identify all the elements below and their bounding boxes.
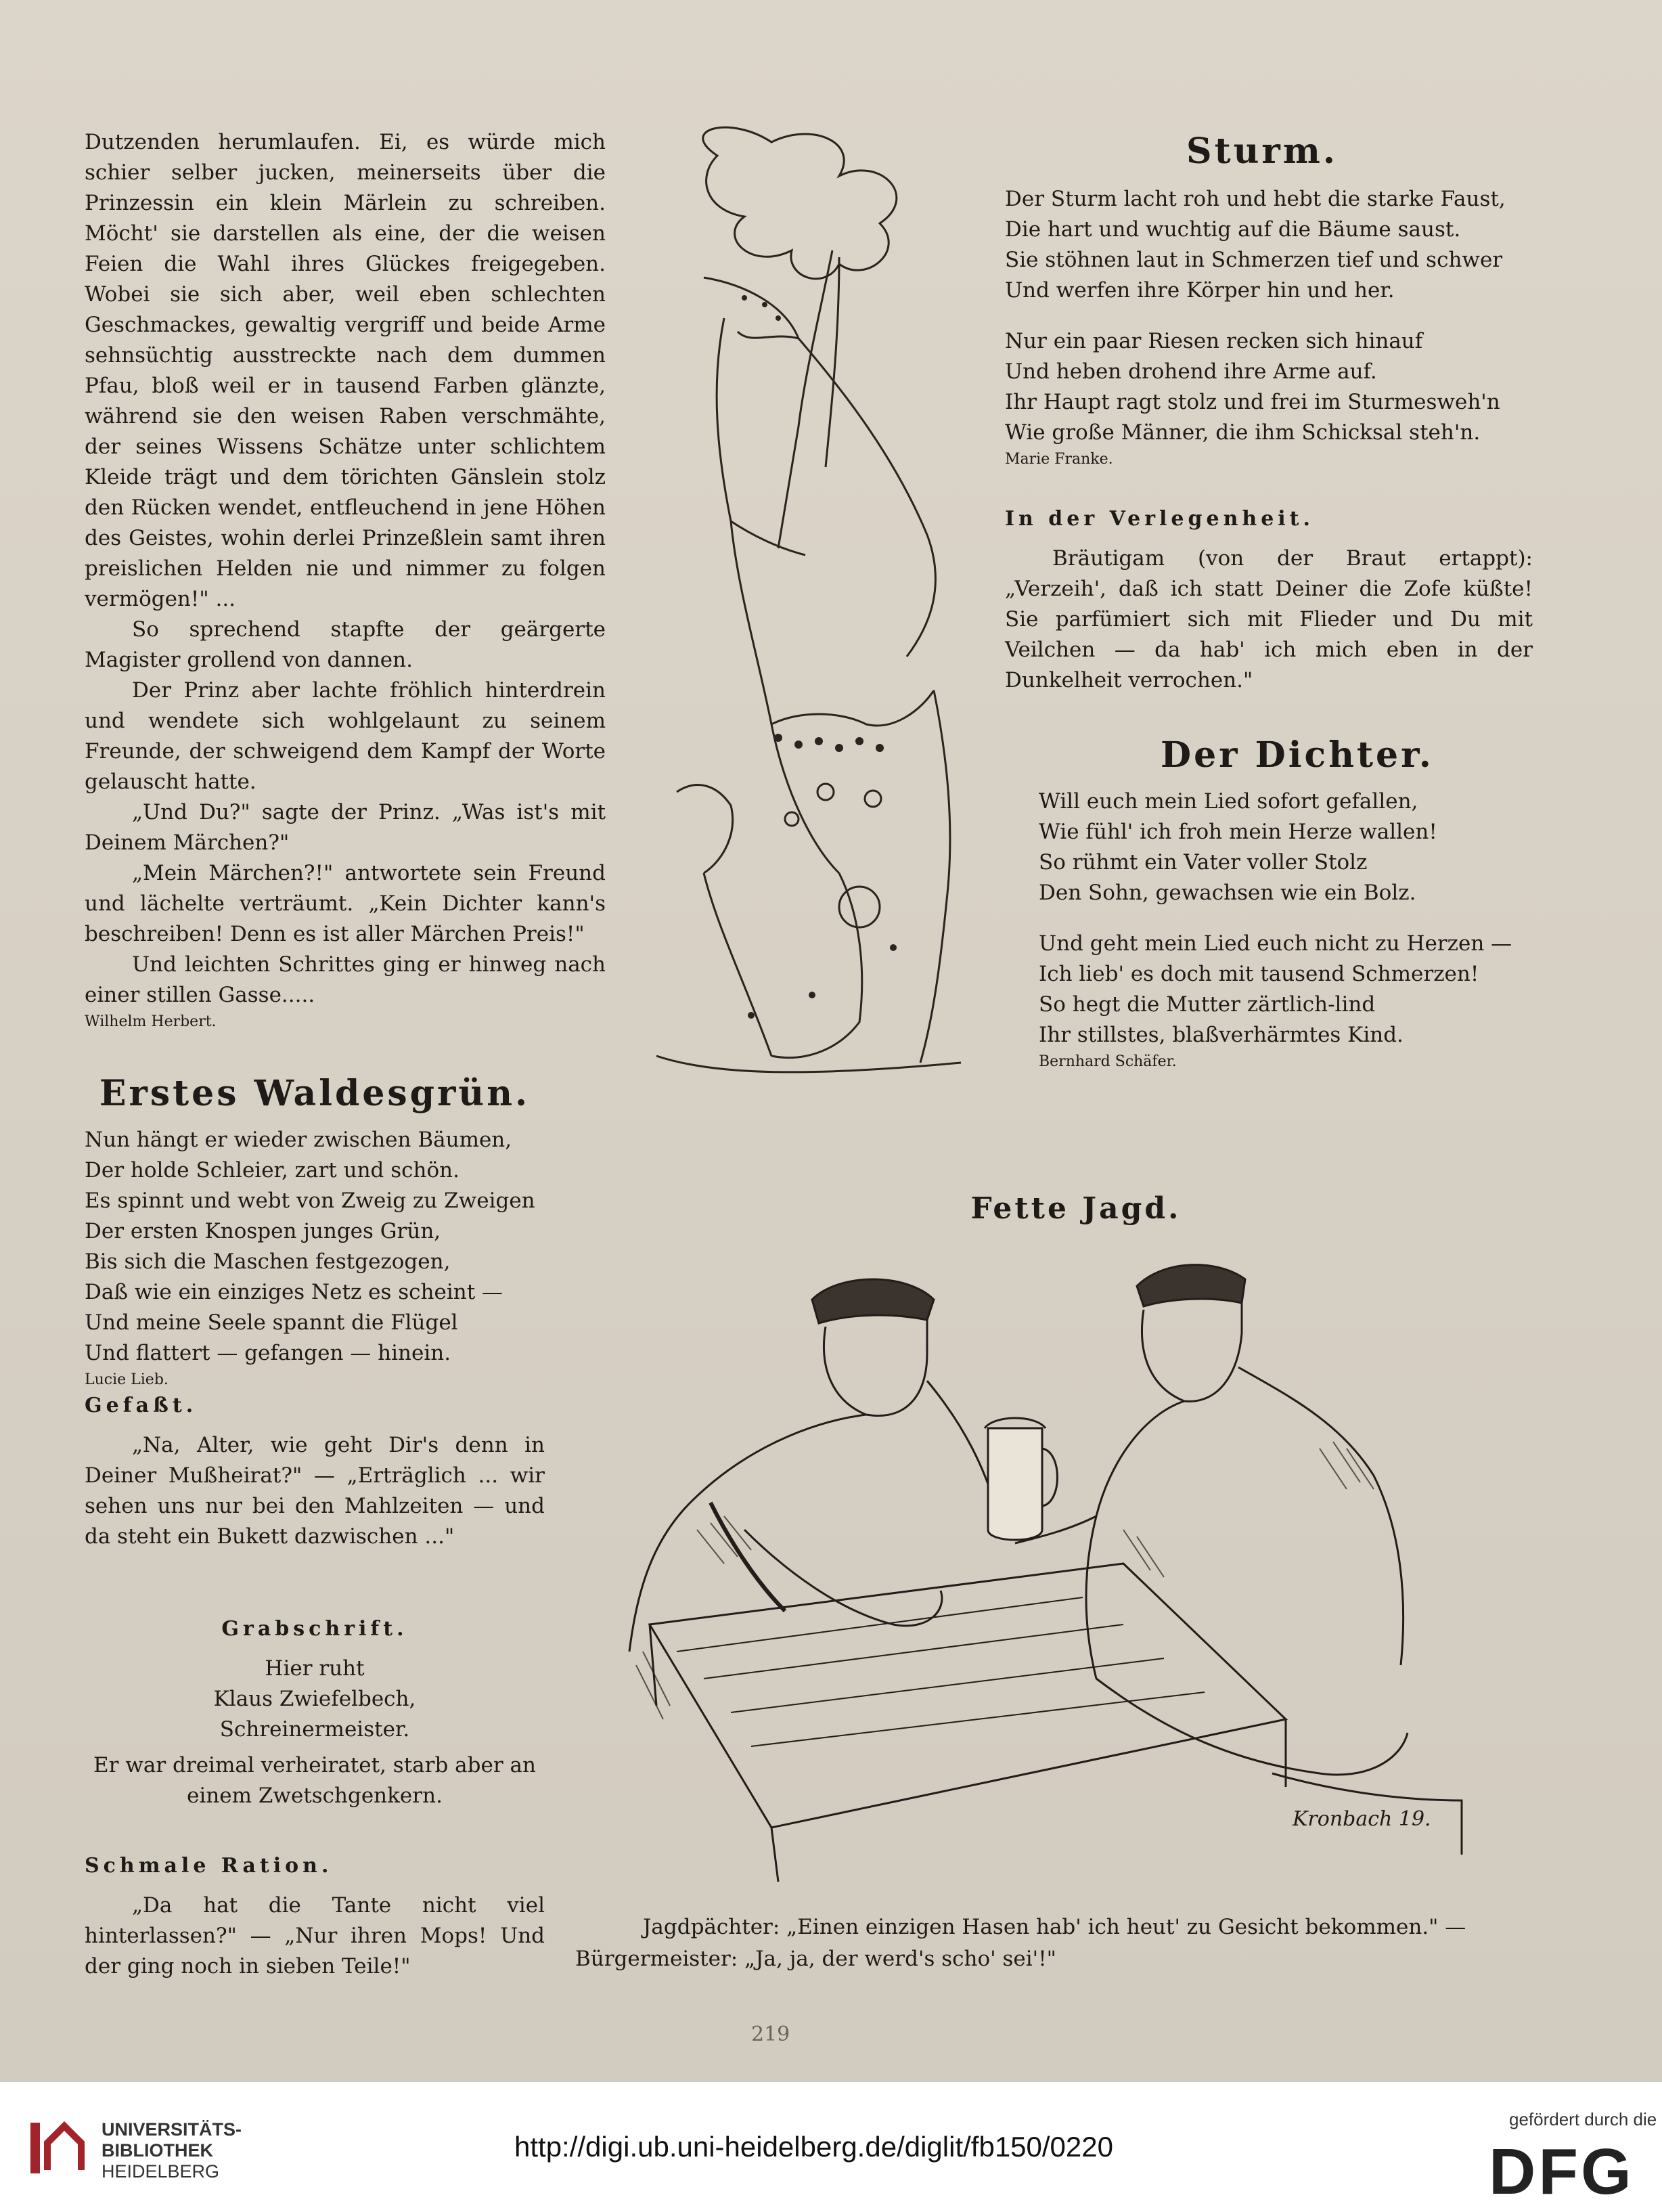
artist-signature: Kronbach 19. bbox=[1293, 1807, 1431, 1831]
poem-line: Den Sohn, gewachsen wie ein Bolz. bbox=[1039, 881, 1416, 905]
anecdote-text: „Na, Alter, wie geht Dir's denn in Deiner Mußheirat?" — „Erträglich ... wir sehen uns nur bei den Mahlzeiten — und da steht ein Bukett dazwischen ..." bbox=[85, 1433, 545, 1549]
prose-paragraph: So sprechend stapfte der geärgerte Magister grollend von dannen. bbox=[85, 617, 606, 672]
poem-line: Ich lieb' es doch mit tausend Schmerzen! bbox=[1039, 962, 1479, 986]
institution-name bbox=[102, 2119, 242, 2182]
poem-line: Und geht mein Lied euch nicht zu Herzen — bbox=[1039, 931, 1512, 956]
anecdote-grabschrift bbox=[85, 1614, 545, 1811]
poem-line: So rühmt ein Vater voller Stolz bbox=[1039, 850, 1368, 875]
page-number: 219 bbox=[751, 2022, 790, 2046]
poem-line: Der holde Schleier, zart und schön. bbox=[85, 1158, 459, 1182]
cartoon-caption-line: Bürgermeister: „Ja, ja, der werd's scho' sei'!" bbox=[575, 1947, 1056, 1971]
epitaph-line: Schreinermeister. bbox=[219, 1717, 410, 1742]
poem-waldesgruen bbox=[85, 1069, 545, 1392]
poem-line: Will euch mein Lied sofort gefallen, bbox=[1039, 789, 1418, 814]
prose-paragraph: Dutzenden herumlaufen. Ei, es würde mich schier selber jucken, meinerseits über die Prinzessin ein klein Märlein zu schreiben. Möcht' sie darstellen als eine, der die weisen Feien die Wahl ihres Glückes freigegeben. Wobei sie sich aber, weil eben schlechten Geschmackes, gewaltig vergriff und beide Arme sehnsüchtig ausstreckte nach dem dummen Pfau, bloß weil er in tausend Farben glänzte, während sie den weisen Raben verschmähte, der seines Wissens Schätze unter schlichtem Kleide trägt und dem törichten Gänslein stolz den Rücken wendet, entfleuchend in jene Höhen des Geistes, wohin derlei Prinzeßlein samt ihren preislichen Helden nie und nimmer zu folgen vermögen!" ... bbox=[85, 130, 606, 611]
poem-title: Sturm. bbox=[1186, 131, 1338, 172]
poem-line: Ihr stillstes, blaßverhärmtes Kind. bbox=[1039, 1023, 1403, 1047]
university-logo-icon bbox=[27, 2116, 91, 2180]
author-signature: Wilhelm Herbert. bbox=[85, 1013, 217, 1030]
anecdote-title: Grabschrift. bbox=[221, 1617, 408, 1641]
poem-line: Und heben drohend ihre Arme auf. bbox=[1005, 359, 1377, 384]
poem-line: Und flattert — gefangen — hinein. bbox=[85, 1341, 451, 1365]
cartoon-caption-line: Jagdpächter: „Einen einzigen Hasen hab' ich heut' zu Gesicht bekommen." — bbox=[643, 1915, 1466, 1939]
institution-line: BIBLIOTHEK bbox=[102, 2140, 213, 2161]
poem-title: Der Dichter. bbox=[1161, 734, 1434, 776]
poem-line: Nur ein paar Riesen recken sich hinauf bbox=[1005, 329, 1423, 353]
poem-line: Und werfen ihre Körper hin und her. bbox=[1005, 278, 1395, 303]
poem-line: Der Sturm lacht roh und hebt die starke Faust, bbox=[1005, 187, 1506, 211]
epitaph-line: Hier ruht bbox=[265, 1656, 365, 1681]
left-prose-column bbox=[85, 127, 606, 1034]
poem-line: Ihr Haupt ragt stolz und frei im Sturmesweh'n bbox=[1005, 390, 1500, 414]
poem-line: Wie große Männer, die ihm Schicksal steh'n. bbox=[1005, 420, 1481, 445]
anecdote-verlegenheit bbox=[1005, 504, 1533, 696]
epitaph-text: Er war dreimal verheiratet, starb aber an einem Zwetschgenkern. bbox=[93, 1753, 536, 1808]
cartoon-title: Fette Jagd. bbox=[970, 1191, 1182, 1226]
anecdote-schmale-ration bbox=[85, 1851, 545, 1982]
poem-line: Sie stöhnen laut in Schmerzen tief und schwer bbox=[1005, 248, 1503, 272]
document-url-link[interactable]: http://digi.ub.uni-heidelberg.de/diglit/fb150/0220 bbox=[514, 2131, 1113, 2163]
anecdote-title: Schmale Ration. bbox=[85, 1854, 333, 1878]
poem-line: Es spinnt und webt von Zweig zu Zweigen bbox=[85, 1189, 535, 1213]
poem-line: Die hart und wuchtig auf die Bäume saust. bbox=[1005, 217, 1461, 242]
poem-line: Nun hängt er wieder zwischen Bäumen, bbox=[85, 1128, 512, 1152]
prose-paragraph: Der Prinz aber lachte fröhlich hinterdrein und wendete sich wohlgelaunt zu seinem Freunde, der schweigend dem Kampf der Worte gelauscht hatte. bbox=[85, 678, 606, 794]
funding-text: gefördert durch die bbox=[1509, 2109, 1657, 2129]
institution-line: HEIDELBERG bbox=[102, 2161, 220, 2182]
poem-line: So hegt die Mutter zärtlich-lind bbox=[1039, 992, 1376, 1017]
prose-paragraph: Und leichten Schrittes ging er hinweg nach einer stillen Gasse..... bbox=[85, 952, 606, 1007]
prose-paragraph: „Und Du?" sagte der Prinz. „Was ist's mit Deinem Märchen?" bbox=[85, 800, 606, 855]
poem-line: Und meine Seele spannt die Flügel bbox=[85, 1310, 458, 1335]
institution-line: UNIVERSITÄTS- bbox=[102, 2119, 242, 2140]
vertical-illustration bbox=[636, 115, 1015, 1090]
anecdote-gefasst bbox=[85, 1391, 545, 1552]
cartoon-illustration bbox=[609, 1245, 1489, 1895]
anecdote-text: „Da hat die Tante nicht viel hinterlassen?" — „Nur ihren Mops! Und der ging noch in sieben Teile!" bbox=[85, 1893, 545, 1978]
epitaph-line: Klaus Zwiefelbech, bbox=[213, 1687, 416, 1711]
poem-line: Der ersten Knospen junges Grün, bbox=[85, 1219, 441, 1243]
poem-line: Wie fühl' ich froh mein Herze wallen! bbox=[1039, 820, 1437, 844]
poem-dichter bbox=[1039, 731, 1512, 1074]
dfg-logo: DFG bbox=[1489, 2136, 1634, 2208]
poem-sturm bbox=[1005, 127, 1519, 471]
anecdote-title: In der Verlegenheit. bbox=[1005, 507, 1314, 531]
viewer-footer bbox=[0, 2081, 1662, 2212]
anecdote-title: Gefaßt. bbox=[85, 1394, 198, 1417]
prose-paragraph: „Mein Märchen?!" antwortete sein Freund und lächelte verträumt. „Kein Dichter kann's beschreiben! Denn es ist aller Märchen Preis!" bbox=[85, 861, 606, 946]
poem-title: Erstes Waldesgrün. bbox=[99, 1073, 531, 1114]
author-signature: Lucie Lieb. bbox=[85, 1371, 169, 1388]
author-signature: Bernhard Schäfer. bbox=[1039, 1053, 1177, 1070]
poem-line: Daß wie ein einziges Netz es scheint — bbox=[85, 1280, 503, 1304]
anecdote-text: Bräutigam (von der Braut ertappt): „Verzeih', daß ich statt Deiner die Zofe küßte! Sie parfümiert sich mit Flieder und Du mit Veilchen — da hab' ich mich eben in der Dunkelheit verrochen." bbox=[1005, 546, 1533, 692]
poem-line: Bis sich die Maschen festgezogen, bbox=[85, 1249, 451, 1274]
author-signature: Marie Franke. bbox=[1005, 451, 1113, 468]
